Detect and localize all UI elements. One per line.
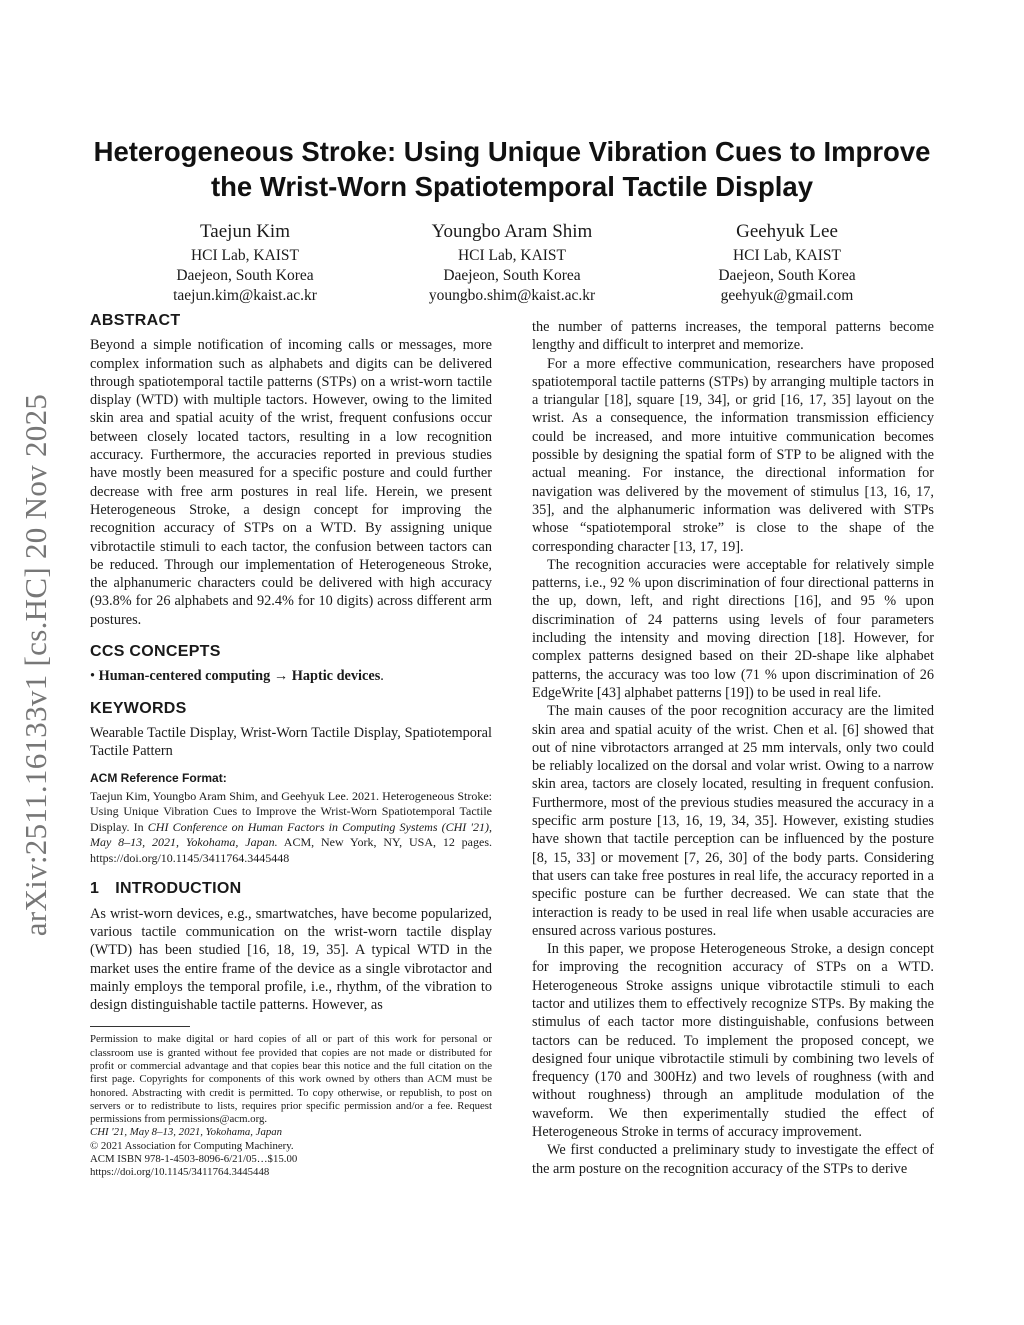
keywords-text: Wearable Tactile Display, Wrist-Worn Tactile Display, Spatiotemporal Tactile Pattern [90, 724, 492, 760]
author-email[interactable]: youngbo.shim@kaist.ac.kr [428, 287, 596, 304]
intro-paragraph: For a more effective communication, researchers have proposed spatiotemporal tactile patterns (STPs) by arranging multiple tactors in a triangular [18], square [19, 34], or grid [16, 17, 35] layout on the wrist. As a consequence, the information transmission efficiency could be increased, and more intuitive communication becomes possible by designing the spatial form of STP to be aligned with the actual meaning. For instance, the directional information for navigation was delivered by the movement of stimulus [13, 16, 17, 35], and the alphanumeric information was delivered with STPs whose “spatiotemporal stroke” is close to the shape of the corresponding character [13, 17, 19]. [532, 355, 934, 555]
reference-format-text [90, 789, 492, 867]
intro-paragraph: the number of patterns increases, the temporal patterns become lengthy and difficult to interpret and memorize. [532, 319, 934, 354]
abstract-text: Beyond a simple notification of incoming calls or messages, more complex information such as alphabets and digits can be delivered through spatiotemporal tactile patterns (STPs) on a wrist-worn tactile display (WTD) with multiple tactors. However, owing to the limited skin area and spatial acuity of the wrist, frequent confusions occur between closely located tactors, resulting in a low recognition accuracy. Furthermore, the accuracies reported in previous studies have mostly been measured for a specific posture and could further decrease with free arm postures in real life. Herein, we present Heterogeneous Stroke, a design concept for improving the recognition accuracy of STPs on a WTD. By assigning unique vibrotactile stimuli to each tactor, the confusion between tactors can be reduced. Through our implementation of Heterogeneous Stroke, the alphanumeric characters could be delivered with high accuracy (93.8% for 26 alphabets and 92.4% for 10 digits) across different arm postures. [90, 337, 492, 628]
author-affiliation: HCI Lab, KAIST [732, 247, 842, 264]
author-location: Daejeon, South Korea [718, 267, 856, 284]
abstract-heading: ABSTRACT [90, 312, 181, 329]
paper-title [60, 134, 964, 204]
ccs-heading: CCS CONCEPTS [90, 643, 221, 661]
author-name: Youngbo Aram Shim [431, 221, 593, 242]
isbn-line: ACM ISBN 978-1-4503-8096-6/21/05…$15.00 [90, 1153, 298, 1166]
introduction-left-text: As wrist-worn devices, e.g., smartwatches, have become popularized, various tactile communication on the wrist-worn tactile display (WTD) has been studied [16, 18, 19, 35]. A typical WTD in the market uses the entire frame of the device as a single vibrotactor and mainly employs the temporal profile, i.e., rhythm, of the vibration to design distinguishable tactile patterns. However, as [90, 905, 492, 1014]
author-email[interactable]: geehyuk@gmail.com [720, 287, 854, 304]
author-block-2 [382, 220, 642, 306]
arxiv-stamp [14, 370, 58, 960]
right-column [532, 318, 934, 1178]
section-number: 1 [90, 880, 100, 898]
author-affiliation: HCI Lab, KAIST [457, 247, 567, 264]
permission-text: Permission to make digital or hard copies of all or part of this work for personal or classroom use is granted without fee provided that copies are not made or distributed for profit or commercial advantage and that copies bear this notice and the full citation on the first page. Copyrights for components of this work owned by others than ACM must be honored. Abstracting with credit is permitted. To copy otherwise, or republish, to post on servers or to redistribute to lists, requires prior specific permission and/or a fee. Request permissions from permissions@acm.org. [90, 1033, 492, 1126]
author-affiliation: HCI Lab, KAIST [190, 247, 300, 264]
intro-paragraph: In this paper, we propose Heterogeneous Stroke, a design concept for improving the recognition accuracy of STPs on a WTD. Heterogeneous Stroke assigns unique vibrotactile stimuli to each tactor and utilizes them to effectively recognize STPs. By making the stimulus of each tactor more distinguishable, confusions between tactors can be reduced. To implement the proposed concept, we designed four unique vibrotactile stimuli by combining two levels of frequency (170 and 300Hz) and two levels of roughness (with and without roughness) through an amplitude modulation of the waveform. We then experimentally studied the effect of Heterogeneous Stroke in terms of accuracy improvement. [532, 941, 934, 1141]
author-name: Geehyuk Lee [736, 221, 838, 242]
reference-format-heading: ACM Reference Format: [90, 770, 227, 785]
ccs-bullet: • [90, 668, 96, 685]
introduction-heading [90, 880, 492, 898]
footnote-rule [90, 1026, 190, 1027]
section-title: INTRODUCTION [115, 880, 242, 898]
title-line-2: the Wrist-Worn Spatiotemporal Tactile Display [210, 171, 814, 202]
intro-paragraph: We first conducted a preliminary study to investigate the effect of the arm posture on the recognition accuracy of the STPs to derive [532, 1142, 934, 1177]
copyright-line: © 2021 Association for Computing Machinery. [90, 1139, 294, 1152]
ccs-concept: Human-centered computing → Haptic devices [98, 668, 381, 685]
author-name: Taejun Kim [200, 221, 290, 242]
ccs-concepts [90, 667, 492, 685]
reference-venue: CHI Conference on Human Factors in Computing Systems (CHI '21), May 8–13, 2021, Yokohama, Japan. [90, 819, 492, 850]
conference-line: CHI '21, May 8–13, 2021, Yokohama, Japan [90, 1126, 283, 1139]
intro-paragraph: The main causes of the poor recognition accuracy are the limited skin area and spatial acuity of the wrist. Chen et al. [6] showed that out of nine vibrotactors arranged at 25 mm intervals, only two could be reliably localized on the dorsal and volar wrist. Owing to a narrow skin area, tactors are closely located, resulting in frequent confusion. Furthermore, most of the previous studies measured the accuracy in a specific arm posture [13, 16, 19, 34, 35]. However, existing studies have shown that tactile perception can be influenced by the posture [8, 15, 33] or movement [7, 26, 30] of the body parts. Considering that users can take free postures in real life, the accuracy reported in a specific posture can be further decreased. We can state that the interaction is ready to be used in real life when usable accuracies are ensured across various postures. [532, 703, 934, 939]
author-location: Daejeon, South Korea [443, 267, 581, 284]
reference-part-2: ACM, New York, NY, USA, 12 pages. https://doi.org/10.1145/3411764.3445448 [90, 835, 493, 865]
author-location: Daejeon, South Korea [176, 267, 314, 284]
ccs-period: . [380, 668, 384, 685]
intro-paragraph: The recognition accuracies were acceptable for relatively simple patterns, i.e., 92 % upon discrimination of four directional patterns in the up, down, left, and right directions [16], and 95 % upon discrimination of 24 patterns using levels of four parameters including the intensity and moving direction [18]. However, for complex patterns designed based on their 2D-shape like alphabet patterns, the accuracy was too low (71 % upon discrimination of 26 EdgeWrite [43] alphabet patterns [19]) to be used in real life. [532, 556, 934, 701]
title-line-1: Heterogeneous Stroke: Using Unique Vibration Cues to Improve [93, 136, 931, 167]
reference-part-1: Taejun Kim, Youngbo Aram Shim, and Geehyuk Lee. 2021. Heterogeneous Stroke: Using Unique Vibration Cues to Improve the Wrist-Worn Spatiotemporal Tactile Display. In [90, 788, 492, 834]
permission-footnote [90, 1033, 492, 1179]
author-block-3 [657, 220, 917, 306]
doi-line[interactable]: https://doi.org/10.1145/3411764.3445448 [90, 1166, 270, 1179]
author-email[interactable]: taejun.kim@kaist.ac.kr [173, 287, 317, 304]
arxiv-stamp-text: arXiv:2511.16133v1 [cs.HC] 20 Nov 2025 [18, 393, 53, 937]
author-block-1 [115, 220, 375, 306]
keywords-heading: KEYWORDS [90, 699, 187, 717]
left-column [90, 312, 492, 1180]
